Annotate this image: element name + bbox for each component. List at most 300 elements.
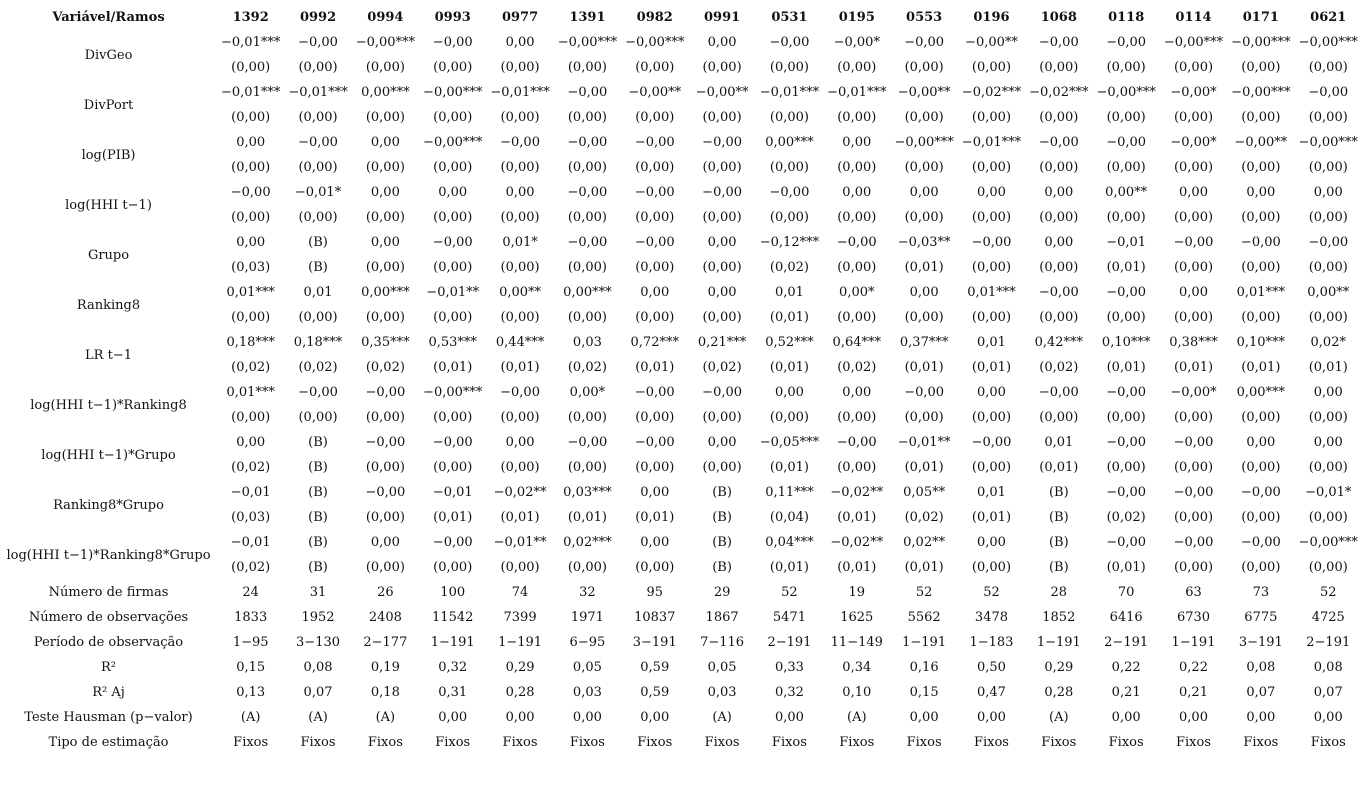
coef-cell: −0,00 bbox=[836, 435, 877, 450]
se-cell: (0,00) bbox=[702, 310, 742, 325]
coef-cell: −0,00 bbox=[298, 35, 338, 50]
variable-name: Grupo bbox=[87, 247, 130, 263]
se-cell: (B) bbox=[1048, 510, 1069, 525]
stat-cell: 6416 bbox=[1109, 610, 1143, 625]
stat-cell: (A) bbox=[240, 710, 261, 725]
coef-row bbox=[0, 330, 1362, 355]
coef-cell: 0,10*** bbox=[1101, 335, 1151, 350]
stat-cell: 0,08 bbox=[303, 660, 333, 675]
stat-name: Período de observação bbox=[33, 635, 184, 650]
stat-cell: 1952 bbox=[301, 610, 335, 625]
se-cell: (0,00) bbox=[1308, 60, 1348, 75]
stat-cell: 2408 bbox=[368, 610, 402, 625]
se-cell: (0,00) bbox=[971, 460, 1012, 475]
coef-cell: 0,01 bbox=[774, 285, 804, 300]
coef-cell: −0,00 bbox=[769, 35, 810, 50]
coef-cell: −0,00 bbox=[365, 385, 406, 400]
coef-cell: 0,00 bbox=[370, 235, 400, 250]
column-header: 0196 bbox=[973, 10, 1010, 25]
coef-row bbox=[0, 530, 1362, 555]
regression-table bbox=[0, 5, 1362, 755]
stat-cell: 63 bbox=[1185, 585, 1202, 600]
se-cell: (0,00) bbox=[231, 410, 271, 425]
se-cell: (0,00) bbox=[1241, 460, 1281, 475]
se-cell: (0,00) bbox=[567, 410, 607, 425]
coef-cell: −0,01** bbox=[493, 535, 547, 550]
coef-cell: 0,00 bbox=[370, 135, 400, 150]
stat-cell: (A) bbox=[308, 710, 328, 725]
coef-cell: −0,00 bbox=[1106, 485, 1147, 500]
se-cell: (0,01) bbox=[904, 360, 944, 375]
se-cell: (0,01) bbox=[433, 360, 473, 375]
coef-cell: 0,00 bbox=[707, 35, 737, 50]
coef-cell: (B) bbox=[308, 235, 328, 250]
se-cell: (0,00) bbox=[1308, 510, 1348, 525]
stat-cell: 0,59 bbox=[640, 660, 670, 675]
se-cell: (0,00) bbox=[635, 110, 675, 125]
se-cell: (0,00) bbox=[904, 410, 944, 425]
se-cell: (0,00) bbox=[635, 260, 675, 275]
se-cell: (0,01) bbox=[635, 510, 675, 525]
stat-cell: 1833 bbox=[234, 610, 268, 625]
coef-cell: −0,00 bbox=[1106, 35, 1147, 50]
stat-cell: Fixos bbox=[1175, 735, 1211, 750]
coef-cell: (B) bbox=[1048, 535, 1069, 550]
coef-cell: 0,00*** bbox=[563, 285, 612, 300]
stat-cell: 6730 bbox=[1176, 610, 1211, 625]
column-header: 0992 bbox=[299, 10, 337, 25]
column-header: 0991 bbox=[704, 10, 741, 25]
coef-row bbox=[0, 180, 1362, 205]
se-cell: (0,00) bbox=[567, 110, 607, 125]
column-header: 0993 bbox=[434, 10, 471, 25]
se-cell: (0,00) bbox=[1308, 410, 1348, 425]
se-cell: (0,00) bbox=[702, 110, 742, 125]
se-cell: (0,00) bbox=[1241, 510, 1281, 525]
se-cell: (0,00) bbox=[1173, 110, 1214, 125]
se-cell: (0,00) bbox=[1308, 160, 1348, 175]
variable-name: log(HHI t−1)*Grupo bbox=[41, 447, 176, 463]
se-cell: (0,00) bbox=[433, 560, 473, 575]
se-cell: (0,01) bbox=[769, 460, 809, 475]
stat-cell: 0,19 bbox=[370, 660, 400, 675]
coef-cell: −0,00 bbox=[1173, 435, 1214, 450]
coef-cell: −0,00*** bbox=[1096, 85, 1156, 100]
se-cell: (0,00) bbox=[231, 160, 271, 175]
coef-cell: −0,00 bbox=[836, 235, 877, 250]
stat-cell: 26 bbox=[377, 585, 394, 600]
se-cell: (0,00) bbox=[837, 160, 877, 175]
se-cell: (0,00) bbox=[365, 160, 405, 175]
header-row bbox=[0, 5, 1362, 30]
stat-row bbox=[0, 680, 1362, 705]
coef-cell: −0,00 bbox=[432, 235, 473, 250]
stat-cell: Fixos bbox=[973, 735, 1009, 750]
se-cell: (0,00) bbox=[567, 60, 607, 75]
coef-row bbox=[0, 280, 1362, 305]
coef-cell: −0,02** bbox=[830, 485, 884, 500]
stat-name: Tipo de estimação bbox=[48, 735, 169, 750]
coef-cell: 0,64*** bbox=[832, 335, 881, 350]
se-cell: (0,00) bbox=[433, 460, 473, 475]
variable-name: log(PIB) bbox=[81, 147, 136, 163]
stat-cell: 52 bbox=[915, 585, 933, 600]
stat-row bbox=[0, 605, 1362, 630]
coef-cell: −0,00*** bbox=[1163, 35, 1224, 50]
stat-cell: Fixos bbox=[1041, 735, 1077, 750]
stat-cell: 0,08 bbox=[1313, 660, 1343, 675]
se-cell: (0,00) bbox=[904, 210, 944, 225]
coef-cell: 0,00** bbox=[1307, 285, 1350, 300]
coef-cell: −0,00 bbox=[702, 135, 743, 150]
stat-cell: 5471 bbox=[772, 610, 806, 625]
se-cell: (0,01) bbox=[769, 310, 809, 325]
se-cell: (0,00) bbox=[567, 260, 607, 275]
coef-cell: −0,00 bbox=[1106, 135, 1147, 150]
se-cell: (0,00) bbox=[1308, 560, 1348, 575]
se-cell: (B) bbox=[712, 510, 732, 525]
coef-cell: −0,00 bbox=[298, 385, 338, 400]
stat-cell: 3−191 bbox=[1238, 635, 1283, 650]
stat-cell: 29 bbox=[713, 585, 731, 600]
se-cell: (0,00) bbox=[769, 410, 809, 425]
se-cell: (0,00) bbox=[567, 310, 607, 325]
stat-cell: Fixos bbox=[906, 735, 942, 750]
stat-cell: 6775 bbox=[1244, 610, 1278, 625]
se-cell: (0,00) bbox=[567, 160, 607, 175]
coef-cell: −0,00 bbox=[432, 435, 473, 450]
stat-cell: 0,29 bbox=[505, 660, 535, 675]
coef-cell: −0,00* bbox=[1170, 385, 1217, 400]
stat-cell: 100 bbox=[440, 585, 466, 600]
se-cell: (0,00) bbox=[500, 260, 540, 275]
se-cell: (0,00) bbox=[837, 410, 877, 425]
se-cell: (0,00) bbox=[1106, 310, 1146, 325]
se-cell: (0,00) bbox=[971, 310, 1012, 325]
stat-cell: 0,00 bbox=[1179, 710, 1208, 725]
stat-cell: 52 bbox=[781, 585, 798, 600]
se-cell: (0,00) bbox=[1173, 410, 1214, 425]
coef-row bbox=[0, 230, 1362, 255]
stat-cell: 0,34 bbox=[842, 660, 872, 675]
stat-cell: 0,05 bbox=[707, 660, 737, 675]
se-cell: (0,00) bbox=[837, 460, 877, 475]
coef-cell: −0,00 bbox=[500, 135, 540, 150]
se-cell: (0,00) bbox=[702, 60, 742, 75]
se-cell: (0,00) bbox=[1173, 60, 1214, 75]
column-header: 0531 bbox=[771, 10, 808, 25]
column-header: 0171 bbox=[1242, 10, 1279, 25]
coef-cell: −0,00 bbox=[1106, 435, 1147, 450]
se-cell: (0,00) bbox=[1241, 260, 1281, 275]
coef-cell: (B) bbox=[308, 485, 328, 500]
se-cell: (0,03) bbox=[231, 260, 271, 275]
stat-cell: 0,00 bbox=[774, 710, 804, 725]
coef-cell: −0,00 bbox=[567, 435, 608, 450]
coef-cell: 0,02*** bbox=[563, 535, 612, 550]
se-cell: (0,00) bbox=[1039, 210, 1079, 225]
stat-cell: 0,16 bbox=[909, 660, 939, 675]
coef-cell: 0,00 bbox=[707, 285, 737, 300]
coef-cell: 0,00 bbox=[976, 385, 1006, 400]
stat-cell: Fixos bbox=[704, 735, 740, 750]
coef-cell: −0,00** bbox=[965, 35, 1018, 50]
coef-cell: −0,00 bbox=[634, 135, 675, 150]
coef-cell: −0,00 bbox=[702, 385, 743, 400]
coef-cell: 0,00 bbox=[370, 185, 400, 200]
se-cell: (0,00) bbox=[635, 160, 675, 175]
se-cell: (0,02) bbox=[702, 360, 742, 375]
stat-cell: 0,07 bbox=[1246, 685, 1276, 700]
stat-cell: 0,33 bbox=[774, 660, 804, 675]
se-cell: (0,00) bbox=[1241, 110, 1281, 125]
se-cell: (0,00) bbox=[1241, 560, 1281, 575]
coef-cell: −0,00 bbox=[1173, 535, 1214, 550]
stat-cell: Fixos bbox=[435, 735, 471, 750]
coef-cell: 0,00 bbox=[842, 385, 872, 400]
stat-cell: 0,08 bbox=[1246, 660, 1276, 675]
stat-cell: 1971 bbox=[570, 610, 604, 625]
coef-cell: 0,00* bbox=[839, 285, 875, 300]
coef-cell: 0,00 bbox=[236, 435, 266, 450]
se-cell: (0,00) bbox=[702, 260, 742, 275]
stat-name: Número de firmas bbox=[48, 585, 169, 600]
se-cell: (0,00) bbox=[1039, 260, 1079, 275]
coef-cell: −0,03** bbox=[897, 235, 951, 250]
se-cell: (0,00) bbox=[1173, 310, 1214, 325]
se-cell: (0,00) bbox=[433, 310, 473, 325]
coef-cell: −0,00*** bbox=[1231, 85, 1291, 100]
variable-name: log(HHI t−1)*Ranking8 bbox=[30, 397, 187, 413]
coef-cell: −0,00 bbox=[904, 35, 945, 50]
se-cell: (0,00) bbox=[365, 560, 405, 575]
se-cell: (0,02) bbox=[1039, 360, 1079, 375]
coef-cell: −0,00 bbox=[634, 385, 675, 400]
se-cell: (B) bbox=[308, 510, 328, 525]
coef-cell: −0,01*** bbox=[221, 35, 281, 50]
se-cell: (0,00) bbox=[702, 410, 742, 425]
stat-row bbox=[0, 730, 1362, 755]
variable-name: LR t−1 bbox=[85, 347, 132, 363]
stat-cell: 7−116 bbox=[700, 635, 745, 650]
se-cell: (0,00) bbox=[365, 110, 405, 125]
coef-cell: −0,01 bbox=[230, 535, 271, 550]
coef-cell: 0,00 bbox=[1044, 235, 1074, 250]
coef-cell: 0,00 bbox=[842, 185, 872, 200]
se-cell: (0,00) bbox=[702, 160, 742, 175]
se-cell: (0,00) bbox=[433, 260, 473, 275]
stat-cell: 0,29 bbox=[1044, 660, 1074, 675]
coef-cell: 0,05** bbox=[903, 485, 946, 500]
coef-cell: 0,03*** bbox=[563, 485, 612, 500]
coef-cell: 0,00 bbox=[842, 135, 872, 150]
stat-cell: 0,03 bbox=[572, 685, 602, 700]
stat-cell: 11−149 bbox=[830, 635, 883, 650]
coef-cell: −0,00** bbox=[897, 85, 951, 100]
se-cell: (0,00) bbox=[1173, 460, 1214, 475]
coef-cell: −0,00*** bbox=[557, 35, 618, 50]
stat-cell: 0,15 bbox=[236, 660, 266, 675]
se-cell: (0,01) bbox=[433, 510, 473, 525]
coef-cell: −0,00 bbox=[1308, 85, 1349, 100]
se-cell: (0,00) bbox=[365, 410, 405, 425]
coef-cell: −0,00 bbox=[1173, 235, 1214, 250]
coef-cell: −0,12*** bbox=[759, 235, 820, 250]
coef-cell: −0,00 bbox=[432, 35, 473, 50]
variable-name: Ranking8 bbox=[76, 297, 141, 313]
se-cell: (0,00) bbox=[433, 210, 473, 225]
column-header: 0994 bbox=[367, 10, 404, 25]
se-cell: (0,00) bbox=[500, 60, 540, 75]
coef-cell: 0,42*** bbox=[1034, 335, 1084, 350]
stat-cell: 0,21 bbox=[1111, 685, 1141, 700]
coef-cell: 0,01*** bbox=[1236, 285, 1286, 300]
coef-cell: 0,00 bbox=[640, 285, 670, 300]
coef-cell: 0,00 bbox=[640, 535, 670, 550]
coef-cell: −0,00 bbox=[567, 185, 608, 200]
se-cell: (0,00) bbox=[635, 60, 675, 75]
se-cell: (0,00) bbox=[1106, 160, 1146, 175]
coef-cell: (B) bbox=[1048, 485, 1069, 500]
coef-cell: 0,01 bbox=[303, 285, 333, 300]
coef-cell: 0,53*** bbox=[428, 335, 477, 350]
coef-cell: −0,01 bbox=[230, 485, 271, 500]
se-cell: (0,02) bbox=[298, 360, 338, 375]
coef-cell: −0,02*** bbox=[961, 85, 1022, 100]
stat-cell: 19 bbox=[848, 585, 866, 600]
stat-cell: (A) bbox=[375, 710, 396, 725]
coef-cell: 0,00 bbox=[976, 535, 1006, 550]
coef-cell: −0,01 bbox=[1106, 235, 1147, 250]
stat-cell: 1852 bbox=[1042, 610, 1076, 625]
stat-cell: Fixos bbox=[771, 735, 807, 750]
stat-cell: Fixos bbox=[637, 735, 673, 750]
coef-cell: 0,00 bbox=[640, 485, 670, 500]
table-body bbox=[0, 30, 1362, 755]
se-cell: (0,02) bbox=[231, 560, 271, 575]
coef-cell: 0,00 bbox=[707, 235, 737, 250]
se-cell: (0,00) bbox=[433, 60, 473, 75]
se-cell: (0,00) bbox=[567, 560, 607, 575]
se-cell: (0,00) bbox=[231, 110, 271, 125]
stat-cell: 31 bbox=[309, 585, 327, 600]
se-cell: (0,00) bbox=[837, 110, 877, 125]
stat-cell: 0,59 bbox=[640, 685, 670, 700]
stat-cell: 2−177 bbox=[363, 635, 408, 650]
se-cell: (0,00) bbox=[365, 210, 405, 225]
coef-cell: 0,18*** bbox=[293, 335, 343, 350]
stat-cell: 5562 bbox=[907, 610, 941, 625]
coef-cell: 0,00*** bbox=[1236, 385, 1286, 400]
stat-cell: 0,15 bbox=[909, 685, 939, 700]
coef-cell: −0,00** bbox=[1234, 135, 1288, 150]
se-cell: (0,00) bbox=[365, 460, 405, 475]
stat-cell: Fixos bbox=[839, 735, 875, 750]
stat-cell: 1−191 bbox=[1036, 635, 1081, 650]
coef-cell: 0,35*** bbox=[361, 335, 410, 350]
stat-cell: 0,00 bbox=[909, 710, 939, 725]
variable-name: DivGeo bbox=[84, 47, 133, 63]
coef-cell: 0,01*** bbox=[967, 285, 1016, 300]
stat-cell: 0,00 bbox=[505, 710, 535, 725]
coef-cell: 0,72*** bbox=[630, 335, 679, 350]
se-cell: (0,00) bbox=[1173, 260, 1214, 275]
coef-cell: 0,00 bbox=[505, 35, 535, 50]
se-cell: (0,00) bbox=[769, 160, 809, 175]
stat-cell: 0,05 bbox=[572, 660, 602, 675]
stat-cell: 73 bbox=[1252, 585, 1270, 600]
stat-cell: 0,00 bbox=[976, 710, 1006, 725]
coef-cell: −0,00 bbox=[1308, 235, 1349, 250]
coef-cell: 0,11*** bbox=[765, 485, 814, 500]
coef-cell: 0,38*** bbox=[1169, 335, 1218, 350]
coef-cell: −0,01 bbox=[432, 485, 473, 500]
stat-cell: 2−191 bbox=[767, 635, 812, 650]
coef-cell: −0,05*** bbox=[759, 435, 820, 450]
se-cell: (0,00) bbox=[365, 310, 405, 325]
se-cell: (0,00) bbox=[635, 410, 675, 425]
se-cell: (0,00) bbox=[635, 210, 675, 225]
stat-cell: 10837 bbox=[634, 610, 676, 625]
se-cell: (0,00) bbox=[1039, 60, 1079, 75]
se-cell: (0,01) bbox=[769, 560, 809, 575]
se-cell: (0,00) bbox=[231, 210, 271, 225]
se-cell: (0,01) bbox=[1106, 260, 1146, 275]
se-cell: (0,01) bbox=[971, 360, 1012, 375]
coef-cell: 0,00 bbox=[976, 185, 1006, 200]
se-cell: (0,00) bbox=[971, 160, 1012, 175]
stat-name: Teste Hausman (p−valor) bbox=[24, 710, 193, 725]
coef-cell: −0,00 bbox=[634, 185, 675, 200]
stat-cell: 0,07 bbox=[303, 685, 333, 700]
se-cell: (0,00) bbox=[500, 160, 540, 175]
stat-cell: 0,22 bbox=[1179, 660, 1208, 675]
se-cell: (0,00) bbox=[1039, 160, 1079, 175]
se-cell: (0,00) bbox=[567, 460, 607, 475]
coef-cell: −0,00 bbox=[634, 235, 675, 250]
se-cell: (0,04) bbox=[769, 510, 809, 525]
stat-cell: 52 bbox=[1319, 585, 1337, 600]
se-cell: (0,00) bbox=[837, 60, 877, 75]
coef-cell: 0,52*** bbox=[765, 335, 814, 350]
stat-cell: 32 bbox=[579, 585, 596, 600]
coef-cell: 0,00 bbox=[1313, 185, 1343, 200]
coef-cell: 0,02** bbox=[903, 535, 946, 550]
coef-cell: −0,00 bbox=[1240, 535, 1281, 550]
se-cell: (0,00) bbox=[1106, 410, 1146, 425]
se-cell: (0,02) bbox=[567, 360, 607, 375]
stat-cell: 4725 bbox=[1311, 610, 1345, 625]
se-cell: (0,00) bbox=[1106, 210, 1146, 225]
coef-cell: 0,21*** bbox=[697, 335, 747, 350]
se-cell: (0,00) bbox=[971, 410, 1012, 425]
coef-cell: −0,00*** bbox=[355, 35, 416, 50]
coef-cell: −0,00 bbox=[1106, 285, 1147, 300]
coef-cell: 0,01 bbox=[976, 335, 1006, 350]
stat-cell: 74 bbox=[511, 585, 529, 600]
se-cell: (0,00) bbox=[1241, 160, 1281, 175]
coef-cell: 0,37*** bbox=[899, 335, 949, 350]
coef-cell: 0,00 bbox=[1313, 385, 1343, 400]
stat-cell: 6−95 bbox=[569, 635, 606, 650]
se-cell: (0,00) bbox=[1308, 310, 1348, 325]
se-cell: (0,00) bbox=[1308, 260, 1348, 275]
se-cell: (0,00) bbox=[904, 60, 944, 75]
se-cell: (0,00) bbox=[298, 310, 338, 325]
coef-row bbox=[0, 380, 1362, 405]
coef-cell: −0,00 bbox=[432, 535, 473, 550]
stat-cell: 24 bbox=[242, 585, 259, 600]
